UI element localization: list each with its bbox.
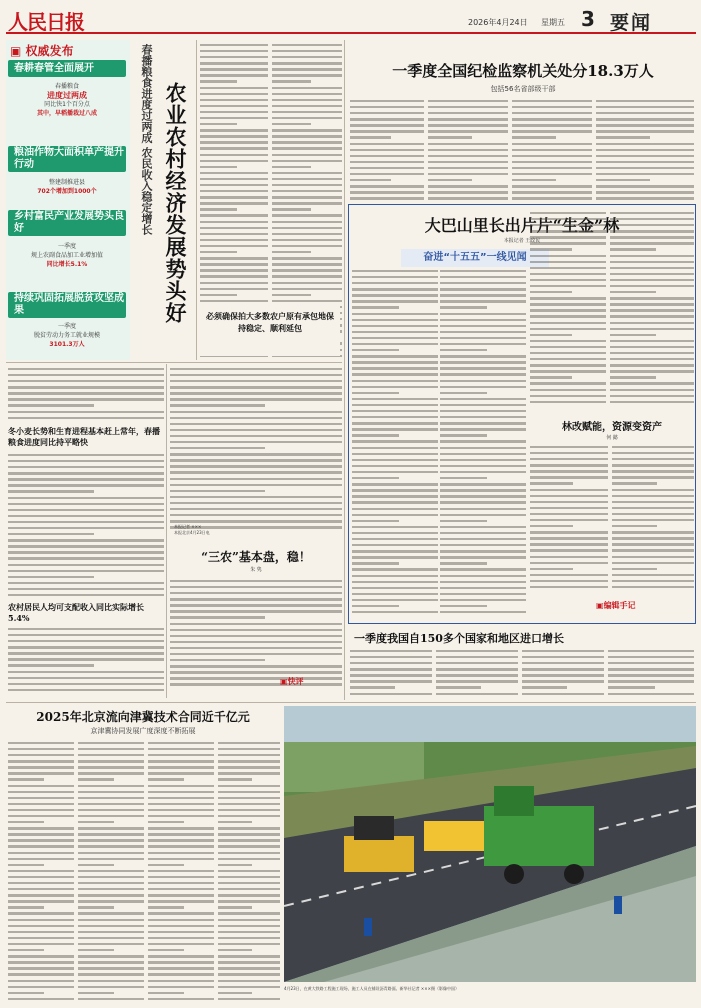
- text-line: [8, 996, 74, 1002]
- commentary-title: “三农”基本盘，稳！: [201, 550, 311, 564]
- sidebar-item-4: [10, 322, 124, 356]
- commentary-body: [170, 578, 342, 690]
- sidebar-item-3-line1: 一季度: [57, 243, 76, 250]
- forest-col-1: [352, 268, 438, 618]
- beijing-col-2: [78, 740, 144, 1004]
- beijing-subhead: 京津冀协同发展广度深度不断拓展: [90, 727, 196, 735]
- lead-mid-heading: 冬小麦长势和生育进程基本赶上常年，春播粮食进度同比持平略快: [8, 426, 160, 447]
- sidebar-item-1: [10, 82, 124, 138]
- sidebar-item-1-line4: 其中，早稻播栽过八成: [36, 110, 97, 117]
- text-line: [440, 609, 526, 615]
- commentary-tag: ▣快评: [280, 677, 304, 686]
- masthead: [6, 6, 696, 34]
- lead-body-col-4: [8, 452, 164, 602]
- beijing-headline: 2025年北京流向津冀技术合同近千亿元: [36, 710, 250, 724]
- editor-note-author: 何 懿: [606, 435, 618, 441]
- editor-note-col-1: [530, 444, 608, 594]
- forest-byline: 本报记者 王政民: [503, 238, 541, 244]
- lead-byline-2: 本报北京4月23日电: [174, 530, 210, 535]
- editor-note-title: 林改赋能，资源变资产: [562, 422, 662, 433]
- text-line: [352, 609, 438, 615]
- road-construction-photo: [284, 706, 696, 982]
- sidebar-item-1-line2: 进度过两成: [47, 91, 87, 100]
- page-number: 3: [581, 7, 595, 31]
- beijing-col-3: [148, 740, 214, 1004]
- sidebar-item-2-line2: 702个增加到1000个: [37, 188, 97, 195]
- newspaper-logo: 人民日报: [8, 10, 84, 34]
- text-line: [148, 996, 214, 1002]
- sidebar-item-4-line2: 脱贫劳动力务工就业规模: [33, 332, 100, 339]
- sidebar-item-4-line1: 一季度: [57, 323, 76, 330]
- sidebar-item-1-line3: 同比快1个百分点: [44, 101, 90, 108]
- text-line: [350, 196, 424, 202]
- issue-weekday: 星期五: [541, 18, 565, 27]
- lead-byline: [174, 524, 210, 536]
- lead-low-heading: 农村居民人均可支配收入同比实际增长5.4%: [8, 602, 144, 623]
- imports-headline: 一季度我国自150多个国家和地区进口增长: [354, 632, 564, 645]
- lead-box-heading-text: 必须确保拍大多数农户原有承包地保持稳定、顺利延包: [206, 311, 334, 333]
- photo-caption: [284, 986, 696, 992]
- text-line: [78, 996, 144, 1002]
- photo-illustration: [284, 706, 696, 982]
- editor-icon: ▣: [596, 601, 604, 610]
- sidebar-heading-3: 乡村富民产业发展势头良好: [8, 210, 126, 236]
- imports-col-1: [350, 648, 432, 700]
- text-line: [8, 687, 164, 693]
- text-line: [610, 399, 694, 405]
- text-line: [530, 399, 606, 405]
- lead-body-col-3: [8, 366, 164, 424]
- discipline-subhead: 包括56名省部级干部: [490, 85, 556, 93]
- text-line: [596, 196, 694, 202]
- sidebar-item-2-line1: 整建制推进县: [48, 179, 85, 186]
- text-line: [428, 196, 508, 202]
- forest-col-3: [530, 210, 606, 410]
- sidebar-icon: ▣: [10, 44, 22, 58]
- forest-col-4: [610, 210, 694, 410]
- editor-note-col-2: [612, 444, 694, 594]
- discipline-col-2: [428, 98, 508, 202]
- sidebar-item-3: [10, 242, 124, 276]
- text-line: [218, 996, 280, 1002]
- imports-col-4: [608, 648, 694, 700]
- lead-headline: 农业农村经济发展势头好: [163, 82, 188, 324]
- text-line: [8, 415, 164, 421]
- text-line: [522, 691, 604, 697]
- lead-body-col-5: [8, 626, 164, 696]
- imports-col-3: [522, 648, 604, 700]
- sidebar-heading-1: 春耕春管全面展开: [8, 60, 126, 77]
- text-line: [350, 691, 432, 697]
- lead-body-col-6: [170, 366, 342, 534]
- photo-credit: （影像中国）: [434, 986, 459, 991]
- text-line: [530, 584, 608, 590]
- sidebar-item-2: [10, 178, 124, 202]
- sidebar-item-4-line3: 3101.3万人: [49, 341, 85, 348]
- discipline-col-3: [512, 98, 592, 202]
- beijing-col-4: [218, 740, 280, 1004]
- discipline-col-4: [596, 98, 694, 202]
- forest-col-2: [440, 268, 526, 618]
- text-line: [612, 584, 694, 590]
- beijing-col-1: [8, 740, 74, 1004]
- sidebar-heading-4: 持续巩固拓展脱贫攻坚成果: [8, 292, 126, 318]
- text-line: [608, 691, 694, 697]
- discipline-headline: 一季度全国纪检监察机关处分18.3万人: [392, 62, 654, 80]
- issue-date: 2026年4月24日: [468, 18, 528, 27]
- sidebar-item-3-line2: 规上农副食品加工业增加值: [30, 252, 103, 259]
- editor-tag: ▣编辑手记: [596, 601, 636, 610]
- forest-banner: 奋进“十五五”一线见闻: [401, 249, 549, 267]
- lead-byline-1: 本报记者 ×××: [174, 524, 202, 529]
- sidebar-title: ▣ 权威发布: [10, 44, 74, 58]
- commentary-author: 朱 隽: [250, 567, 262, 573]
- text-line: [512, 196, 592, 202]
- photo-caption-text: 4月23日，在黄大铁路工程施工现场，施工人员在铺设沥青路面。新华社记者 ×××摄: [284, 986, 435, 991]
- imports-col-2: [436, 648, 518, 700]
- lead-box-heading: [200, 306, 340, 356]
- forest-headline: 大巴山里长出片片“生金”林: [424, 216, 620, 235]
- sidebar-item-3-line3: 同比增长5.1%: [46, 261, 88, 268]
- section-name: 要闻: [610, 12, 653, 34]
- quick-comment-icon: ▣: [280, 677, 288, 686]
- text-line: [436, 691, 518, 697]
- discipline-col-1: [350, 98, 424, 202]
- sidebar-heading-2: 粮油作物大面积单产提升行动: [8, 146, 126, 172]
- text-line: [170, 682, 342, 688]
- sidebar-item-1-line1: 春播粮食: [54, 83, 79, 90]
- lead-subhead: 春播粮食进度过两成 农民收入稳定增长: [140, 44, 153, 235]
- text-line: [8, 592, 164, 598]
